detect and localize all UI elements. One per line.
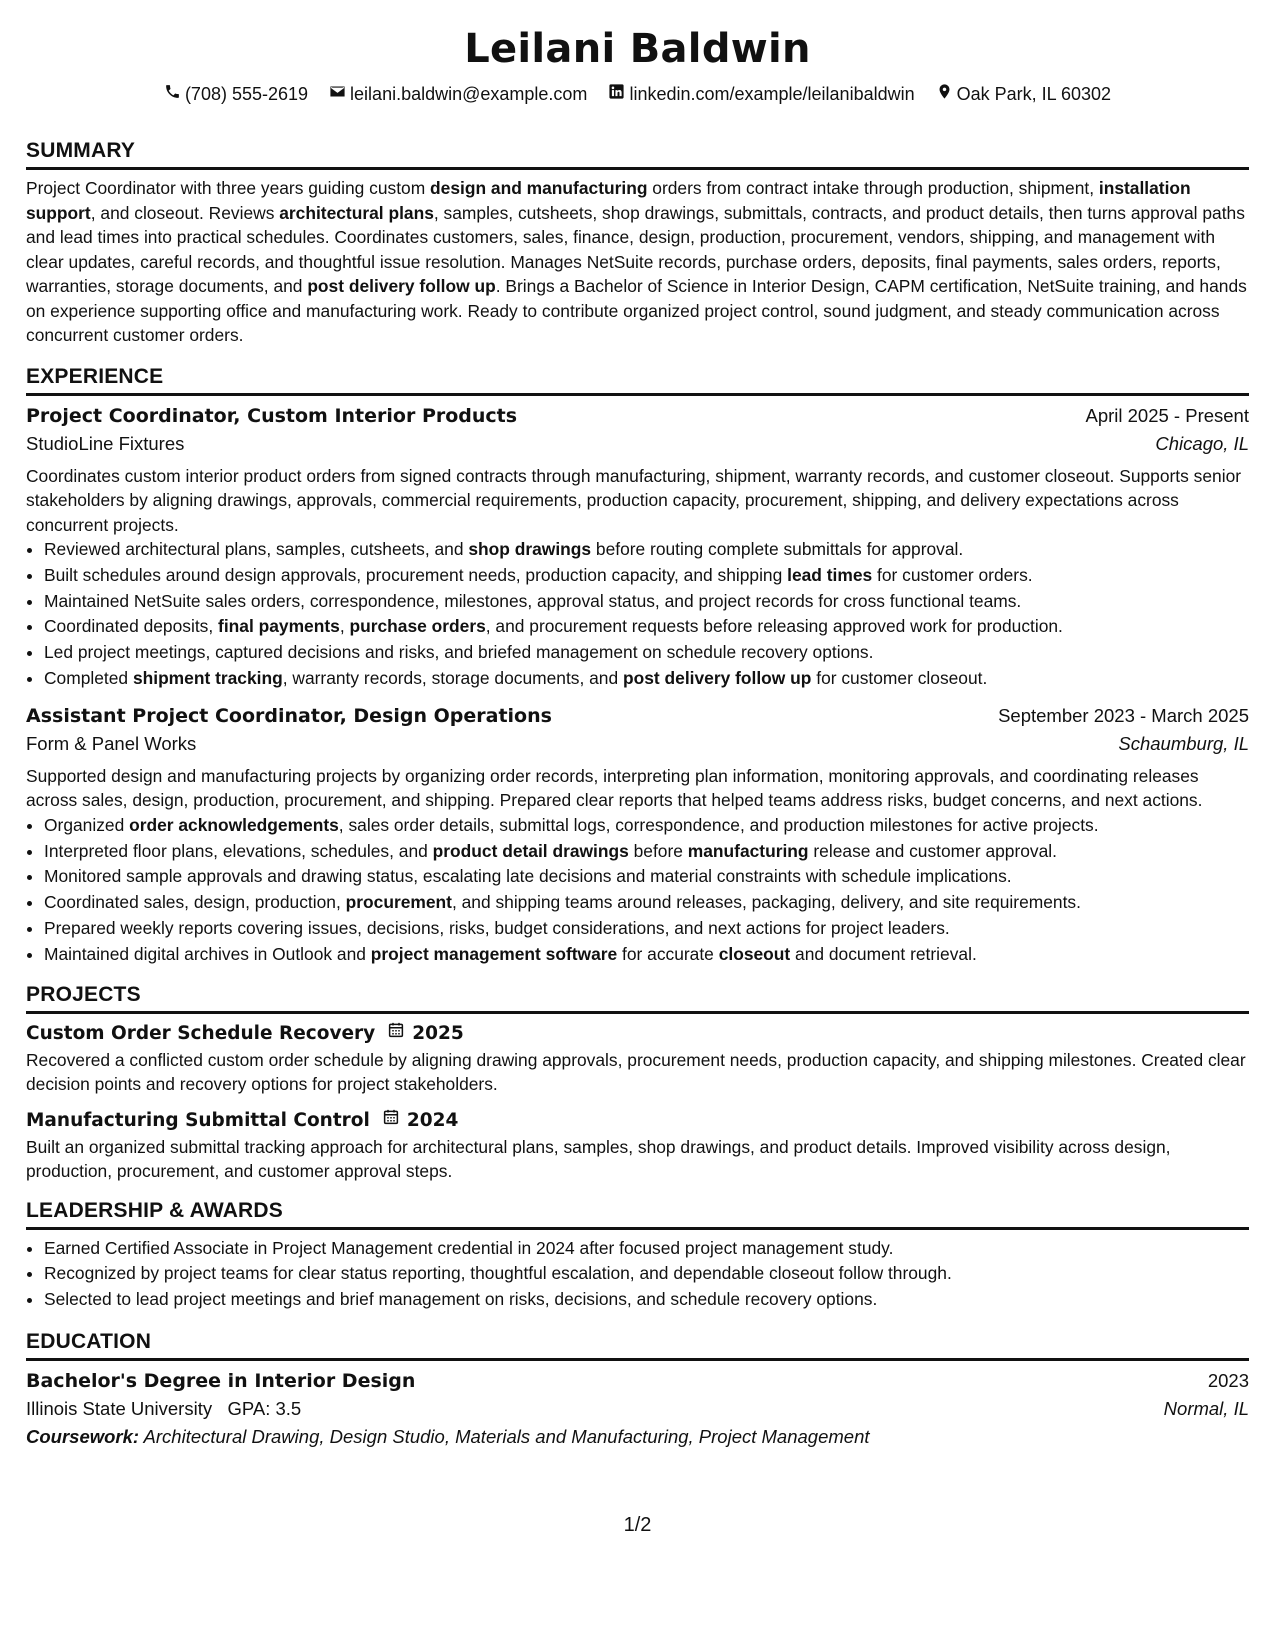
text-run: , samples, cutsheets, shop drawings, submittals, contracts, and product details, then turns approval paths and lead times into practical schedules. Coordinates customers, sales, finance, design, production, procurement, vendors, shipping, and management with clear updates, careful records, and thoughtful issue resolution. Manages NetSuite records, purchase orders, deposits, final payments, sales orders, reports, warranties, storage documents, and: [26, 202, 1245, 296]
list-item: [44, 666, 1249, 692]
list-item: • Earned Certified Associate in Project Management credential in 2024 after focused project management study.: [44, 1236, 1249, 1262]
list-item: [44, 864, 1249, 890]
calendar-icon: [375, 1020, 412, 1048]
bold-text: manufacturing: [687, 840, 809, 861]
contact-location: [936, 83, 1111, 105]
gpa: GPA: 3.5: [227, 1397, 302, 1419]
page-number: 1/2: [623, 1514, 652, 1536]
job-dates: September 2023 - March 2025: [998, 704, 1249, 726]
job-description: Coordinates custom interior product orders from signed contracts through manufacturing, shipment, warranty records, and customer closeout. Supports senior stakeholders by aligning drawings, approvals, commercial requirements, production capacity, procurement, shipping, and delivery expectations across concurrent projects.: [26, 465, 1242, 535]
bold-text: shipment tracking: [132, 667, 283, 688]
text-run: Monitored sample approvals and drawing status, escalating late decisions and material constraints with schedule implications.: [44, 866, 1012, 887]
text-run: Maintained digital archives in Outlook and: [44, 943, 371, 964]
list-item: [44, 916, 1249, 942]
text-run: . Brings a Bachelor of Science in Interior Design, CAPM certification, NetSuite training, and hands on experience supporting office and manufacturing work. Ready to contribute organized project control, sound judgment, and steady communication across concurrent customer orders.: [26, 276, 1247, 345]
job-company: Form & Panel Works: [26, 732, 197, 754]
text-run: Coordinated deposits,: [44, 616, 219, 637]
list-item: [44, 563, 1249, 589]
degree: Bachelor's Degree in Interior Design: [26, 1369, 416, 1392]
project-year: 2025: [412, 1022, 464, 1044]
text-run: Built schedules around design approvals, procurement needs, production capacity, and shipping: [44, 564, 788, 585]
school-location: Normal, IL: [1163, 1397, 1249, 1419]
contact-linkedin[interactable]: [608, 83, 914, 105]
text-run: and document retrieval.: [790, 943, 977, 964]
text-run: orders from contract intake through production, shipment,: [647, 178, 1099, 198]
list-item: [44, 614, 1249, 640]
job-title: Project Coordinator, Custom Interior Products: [26, 404, 518, 427]
list-item: • Recognized by project teams for clear status reporting, thoughtful escalation, and dependable closeout follow through.: [44, 1261, 1249, 1287]
text-run: , and shipping teams around releases, packaging, delivery, and site requirements.: [451, 892, 1081, 913]
job-dates: April 2025 - Present: [1085, 404, 1249, 426]
bold-text: final payments: [218, 616, 340, 637]
job-bullets: [26, 537, 1249, 692]
section-title-projects: PROJECTS: [26, 982, 141, 1006]
section-divider: [26, 1227, 1249, 1230]
text-run: for customer orders.: [872, 564, 1033, 585]
map-pin-icon: [936, 83, 957, 105]
contact-phone: [164, 83, 308, 105]
text-run: before routing complete submittals for approval.: [591, 539, 964, 559]
project-entry: [26, 1107, 1249, 1184]
list-item: [44, 890, 1249, 916]
job-location: Chicago, IL: [1155, 432, 1249, 454]
job-bullets: [26, 813, 1249, 968]
list-item: [44, 537, 1249, 563]
text-run: Interpreted floor plans, elevations, schedules, and: [44, 840, 433, 861]
job-description: Supported design and manufacturing projects by organizing order records, interpreting plan information, monitoring approvals, and coordinating releases across sales, design, production, procurement, and shipping. Prepared clear reports that helped teams address risks, budget concerns, and next actions.: [26, 765, 1203, 811]
contact-line: [26, 83, 1249, 105]
leadership-bullets: [26, 1236, 1249, 1313]
email-text: leilani.baldwin@example.com: [350, 84, 588, 104]
linkedin-icon: [608, 83, 629, 105]
section-divider: [26, 167, 1249, 170]
text-run: before: [628, 840, 688, 861]
text-run: release and customer approval.: [808, 840, 1057, 861]
graduation-year: 2023: [1207, 1369, 1249, 1391]
text-run: for accurate: [617, 943, 719, 964]
bold-text: procurement: [345, 892, 452, 913]
coursework-label: Coursework:: [26, 1425, 140, 1447]
school: Illinois State University: [26, 1397, 213, 1419]
bold-text: closeout: [718, 943, 791, 964]
list-item: [44, 839, 1249, 865]
list-item: [44, 640, 1249, 666]
bold-text: order acknowledgements: [129, 814, 339, 835]
bold-text: lead times: [787, 564, 873, 585]
summary-text: [26, 176, 1249, 348]
bold-text: design and manufacturing: [430, 178, 648, 198]
list-item: [44, 813, 1249, 839]
text-run: Completed: [44, 667, 133, 688]
coursework-list: Architectural Drawing, Design Studio, Materials and Manufacturing, Project Management: [143, 1425, 870, 1447]
bold-text: installation support: [26, 178, 1191, 223]
list-item: [44, 942, 1249, 968]
bold-text: shop drawings: [468, 539, 592, 559]
text-run: , and procurement requests before releasing approved work for production.: [485, 616, 1063, 637]
list-item: [44, 589, 1249, 615]
section-title-summary: SUMMARY: [26, 139, 136, 162]
text-run: , and closeout. Reviews: [90, 202, 280, 223]
job-location: Schaumburg, IL: [1118, 732, 1249, 754]
section-divider: [26, 393, 1249, 396]
project-name: Custom Order Schedule Recovery: [26, 1022, 376, 1044]
envelope-icon: [329, 83, 350, 105]
education-entry: [26, 1367, 1249, 1451]
contact-email[interactable]: [329, 83, 587, 105]
bold-text: product detail drawings: [432, 840, 629, 861]
project-description: Recovered a conflicted custom order schedule by aligning drawing approvals, procurement needs, production capacity, and shipping milestones. Created clear decision points and recovery options for project stakeholders.: [26, 1049, 1246, 1095]
bold-text: project management software: [370, 943, 618, 964]
project-description: Built an organized submittal tracking approach for architectural plans, samples, shop drawings, and product details. Improved visibility across design, production, procurement, and customer approval steps.: [26, 1136, 1171, 1182]
job-title: Assistant Project Coordinator, Design Operations: [26, 704, 552, 727]
text-run: Prepared weekly reports covering issues, decisions, risks, budget considerations, and next actions for project leaders.: [44, 917, 950, 938]
section-title-leadership: LEADERSHIP & AWARDS: [26, 1198, 283, 1222]
list-item: • Selected to lead project meetings and brief management on risks, decisions, and schedule recovery options.: [44, 1287, 1249, 1313]
job-entry: [26, 702, 1249, 968]
text-run: Project Coordinator with three years guiding custom: [26, 178, 431, 198]
phone-icon: [164, 83, 185, 105]
section-divider: [26, 1358, 1249, 1361]
text-run: Maintained NetSuite sales orders, correspondence, milestones, approval status, and project records for cross functional teams.: [44, 590, 1022, 611]
text-run: Led project meetings, captured decisions and risks, and briefed management on schedule recovery options.: [44, 642, 874, 663]
text-run: Coordinated sales, design, production,: [44, 892, 346, 913]
calendar-icon: [370, 1107, 407, 1135]
project-name: Manufacturing Submittal Control: [26, 1109, 370, 1131]
section-title-education: EDUCATION: [26, 1329, 152, 1353]
project-year: 2024: [406, 1109, 459, 1131]
resume-page: [26, 0, 1249, 1451]
bold-text: post delivery follow up: [307, 276, 496, 296]
text-run: Reviewed architectural plans, samples, cutsheets, and: [44, 539, 469, 559]
job-company: StudioLine Fixtures: [26, 432, 185, 454]
project-entry: [26, 1020, 1249, 1097]
bold-text: post delivery follow up: [622, 667, 812, 688]
section-divider: [26, 1011, 1249, 1014]
text-run: for customer closeout.: [811, 667, 988, 688]
linkedin-text: linkedin.com/example/leilanibaldwin: [629, 84, 915, 104]
coursework: [26, 1423, 1249, 1451]
section-title-experience: EXPERIENCE: [26, 364, 164, 388]
text-run: , sales order details, submittal logs, correspondence, and production milestones for active projects.: [338, 814, 1099, 835]
text-run: ,: [339, 616, 350, 637]
text-run: , warranty records, storage documents, and: [282, 667, 623, 688]
candidate-name: Leilani Baldwin: [464, 26, 811, 72]
text-run: Organized: [44, 814, 130, 835]
job-entry: [26, 402, 1249, 692]
phone-text: (708) 555-2619: [184, 84, 309, 104]
bold-text: purchase orders: [349, 616, 486, 637]
location-text: Oak Park, IL 60302: [956, 84, 1112, 104]
bold-text: architectural plans: [279, 202, 434, 223]
